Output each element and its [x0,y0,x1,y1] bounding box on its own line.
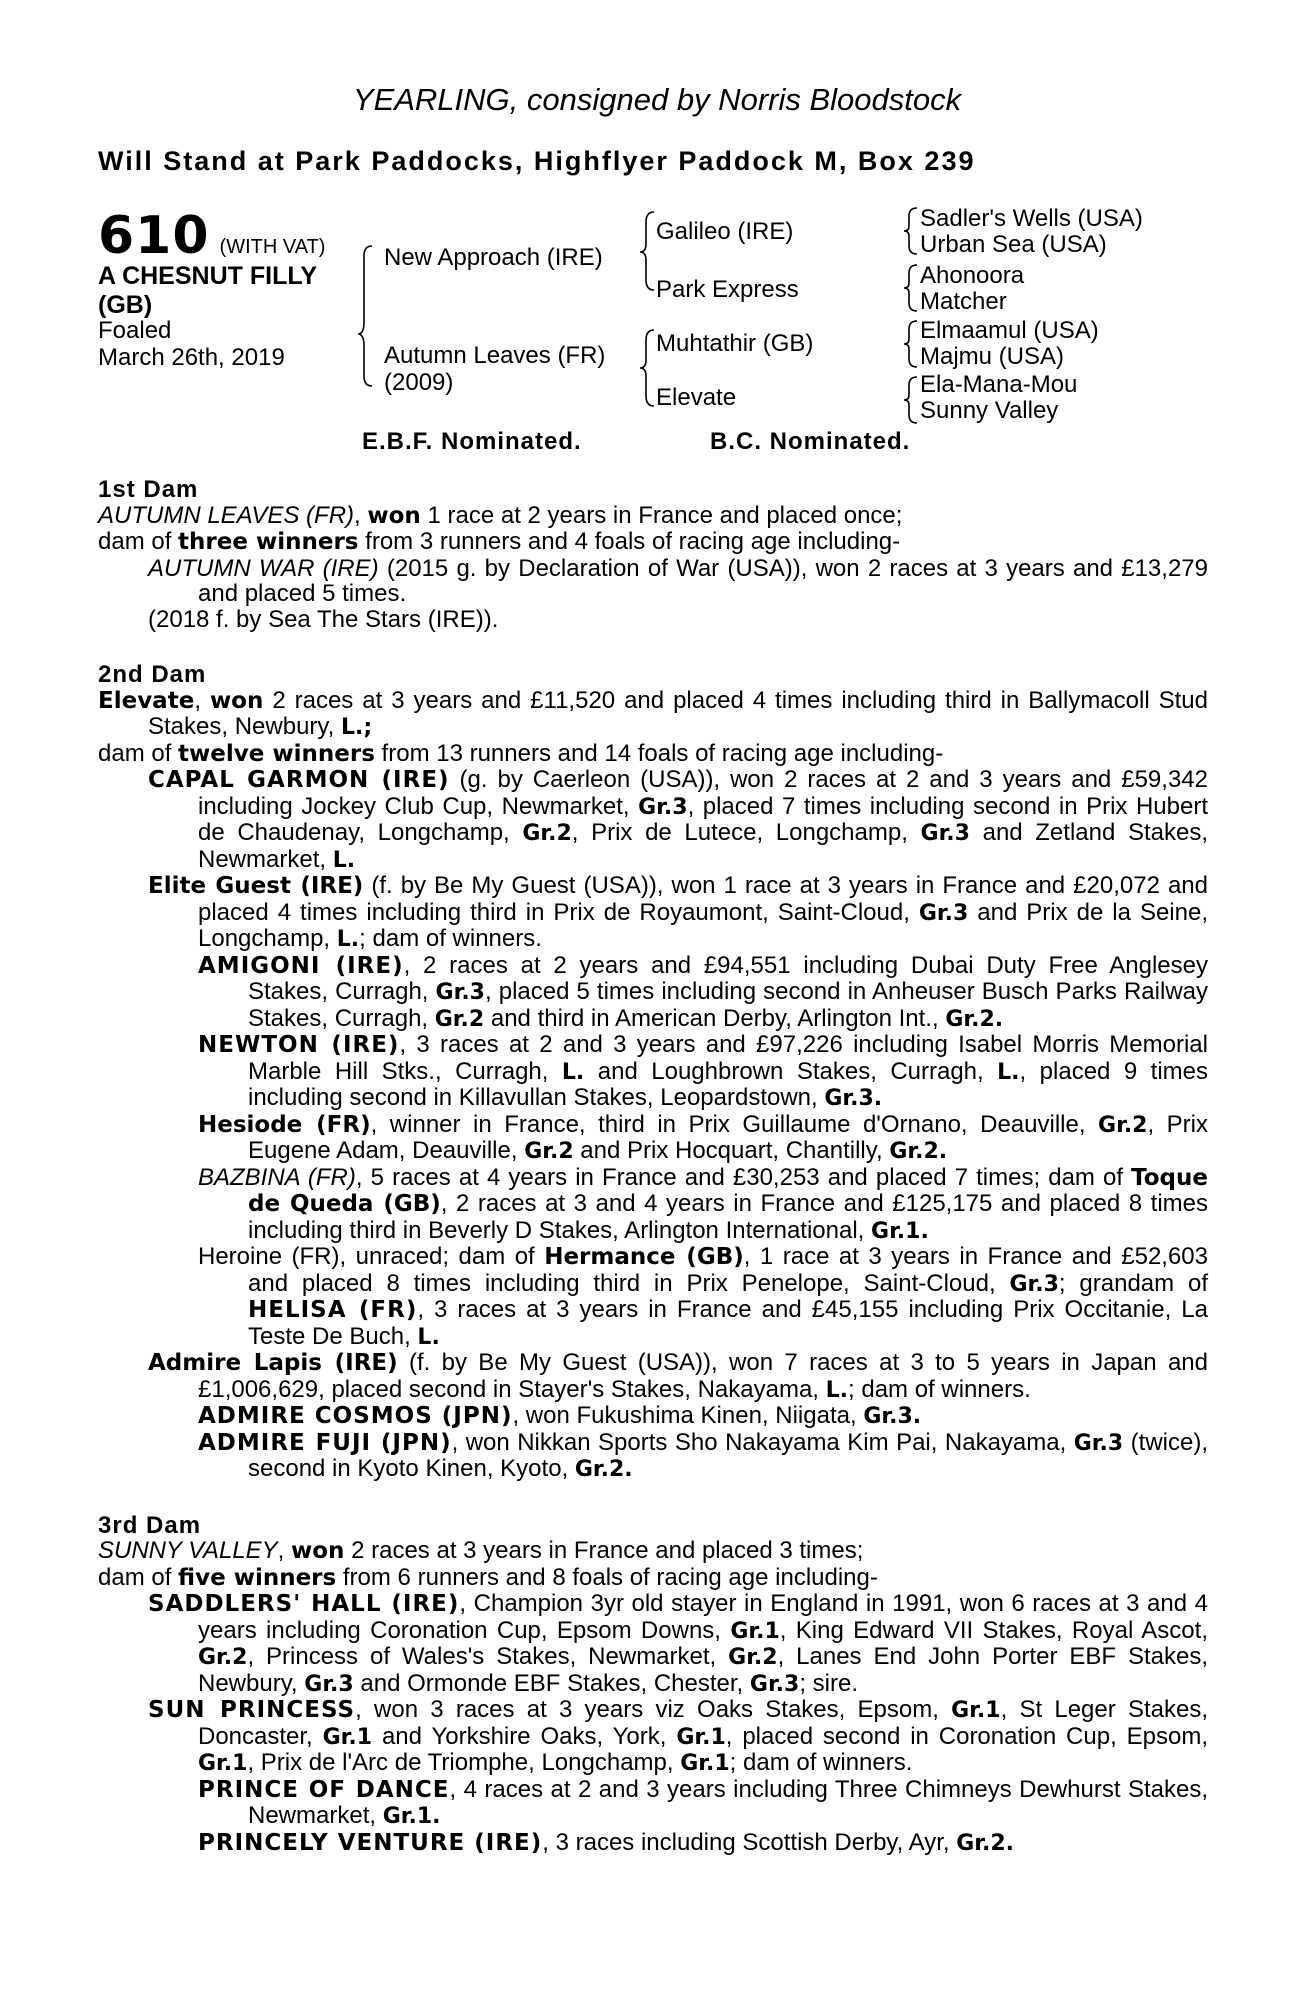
dam-dam: Elevate [656,384,737,411]
produce-sun-princess: SUN PRINCESS, won 3 races at 3 years viz Oaks Stakes, Epsom, Gr.1, St Leger Stakes, Doncaster, Gr.1 and Yorkshire Oaks, York, Gr.1, placed second in Coronation Cup, Epsom, Gr.1, Prix de l'Arc de Triomphe, Longchamp, Gr.1; dam of winners. [148,1696,1209,1776]
sire: New Approach (IRE) [384,244,603,271]
gen3-dsd: Majmu (USA) [920,343,1065,370]
produce-admire-lapis: Admire Lapis (IRE) (f. by Be My Guest (USA)), won 7 races at 3 to 5 years in Japan and £1,006,629, placed second in Stayer's Stakes, Nakayama, L.; dam of winners. [148,1349,1208,1403]
bracket-gen3-1 [904,208,917,254]
third-dam-heading: 3rd Dam [98,1511,202,1539]
third-dam-record: SUNNY VALLEY, won 2 races at 3 years in France and placed 3 times; [98,1537,864,1564]
gen3-sds: Ahonoora [920,262,1025,289]
stand-location: Will Stand at Park Paddocks, Highflyer Paddock M, Box 239 [98,146,976,176]
produce-newton: NEWTON (IRE), 3 races at 2 and 3 years and £97,226 including Isabel Morris Memorial Marble Hill Stks., Curragh, L. and Loughbrown Stakes, Curragh, L., placed 9 times including second in Killavullan Stakes, Leopardstown, Gr.3. [198,1031,1208,1111]
bracket-gen3-2 [904,265,917,311]
second-dam-produce-summary: dam of twelve winners from 13 runners and 14 foals of racing age including- [98,739,944,767]
foaled-label: Foaled [98,317,172,344]
sire-sire: Galileo (IRE) [656,218,794,245]
ebf-nomination: E.B.F. Nominated. [362,428,582,455]
produce-2018-filly: (2018 f. by Sea The Stars (IRE)). [148,605,499,633]
bracket-gen2-dam [640,330,654,406]
gen3-dds: Ela-Mana-Mou [920,371,1078,398]
produce-heroine: Heroine (FR), unraced; dam of Hermance (GB), 1 race at 3 years in France and £52,603 and placed 8 times including third in Prix Penelope, Saint-Cloud, Gr.3; grandam of HELISA (FR), 3 races at 3 years in France and £45,155 including Prix Occitanie, La Teste De Buch, L. [198,1243,1208,1350]
produce-elite-guest: Elite Guest (IRE) (f. by Be My Guest (USA)), won 1 race at 3 years in France and £20,072 and placed 4 times including third in Prix de Royaumont, Saint-Cloud, Gr.3 and Prix de la Seine, Longchamp, L.; dam of winners. [148,872,1209,952]
lot-number: 610 [98,206,210,266]
produce-admire-fuji: ADMIRE FUJI (JPN), won Nikkan Sports Sho Nakayama Kim Pai, Nakayama, Gr.3 (twice), second in Kyoto Kinen, Kyoto, Gr.2. [198,1428,1208,1482]
bracket-gen3-3 [904,321,917,367]
dam [384,342,605,396]
first-dam-heading: 1st Dam [98,476,199,503]
gen3-sss: Sadler's Wells (USA) [920,205,1143,232]
produce-bazbina: BAZBINA (FR), 5 races at 4 years in France and £30,253 and placed 7 times; dam of Toque de Queda (GB), 2 races at 3 and 4 years in France and £125,175 and placed 8 times including third in Beverly D Stakes, Arlington International, Gr.1. [198,1163,1208,1244]
produce-capal-garmon: CAPAL GARMON (IRE) (g. by Caerleon (USA)), won 2 races at 2 and 3 years and £59,342 including Jockey Club Cup, Newmarket, Gr.3, placed 7 times including second in Prix Hubert de Chaudenay, Longchamp, Gr.2, Prix de Lutece, Longchamp, Gr.3 and Zetland Stakes, Newmarket, L. [148,766,1209,873]
first-dam-produce-summary: dam of three winners from 3 runners and 4 foals of racing age including- [98,528,901,555]
second-dam-record: Elevate, won 2 races at 3 years and £11,520 and placed 4 times including third in Ballymacoll Stud Stakes, Newbury, L.; [98,686,1208,740]
first-dam-section [98,477,1208,632]
vat-note: (WITH VAT) [219,236,326,258]
gen3-ddd: Sunny Valley [920,397,1059,424]
third-dam-section [98,1513,1208,1857]
produce-saddlers-hall: SADDLERS' HALL (IRE), Champion 3yr old stayer in England in 1991, won 6 races at 3 and 4 years including Coronation Cup, Epsom Downs, Gr.1, King Edward VII Stakes, Royal Ascot, Gr.2, Princess of Wales's Stakes, Newmarket, Gr.2, Lanes End John Porter EBF Stakes, Newbury, Gr.3 and Ormonde EBF Stakes, Chester, Gr.3; sire. [148,1590,1209,1697]
bracket-gen1 [358,246,372,386]
produce-admire-cosmos: ADMIRE COSMOS (JPN), won Fukushima Kinen, Niigata, Gr.3. [198,1402,922,1429]
produce-hesiode: Hesiode (FR), winner in France, third in Prix Guillaume d'Ornano, Deauville, Gr.2, Prix Eugene Adam, Deauville, Gr.2 and Prix Hocquart, Chantilly, Gr.2. [198,1110,1209,1164]
produce-princely-venture: PRINCELY VENTURE (IRE), 3 races including Scottish Derby, Ayr, Gr.2. [198,1828,1015,1856]
gen3-ssd: Urban Sea (USA) [920,231,1107,258]
gen3-sdd: Matcher [920,288,1007,315]
bc-nomination: B.C. Nominated. [710,428,911,455]
catalogue-body [98,477,1208,1856]
dam-sire: Muhtathir (GB) [656,330,814,357]
produce-autumn-war: AUTUMN WAR (IRE) (2015 g. by Declaration of War (USA)), won 2 races at 3 years and £13,279 and placed 5 times. [148,554,1208,607]
second-dam-heading: 2nd Dam [98,661,207,688]
bracket-gen3-4 [904,377,917,423]
dam-year: (2009) [384,369,454,396]
sire-dam: Park Express [656,276,799,303]
first-dam-name: AUTUMN LEAVES (FR) [98,501,355,529]
first-dam-record: AUTUMN LEAVES (FR), won 1 race at 2 years in France and placed once; [98,501,903,529]
produce-amigoni: AMIGONI (IRE), 2 races at 2 years and £94,551 including Dubai Duty Free Anglesey Stakes, Curragh, Gr.3, placed 5 times including second in Anheuser Busch Parks Railway Stakes, Curragh, Gr.2 and third in American Derby, Arlington Int., Gr.2. [198,951,1209,1032]
produce-prince-of-dance: PRINCE OF DANCE, 4 races at 2 and 3 years including Three Chimneys Dewhurst Stakes, Newmarket, Gr.1. [198,1775,1208,1829]
second-dam-section [98,662,1208,1483]
winners-count: three winners [178,529,359,555]
lot-country: (GB) [98,291,153,319]
dam-name: Autumn Leaves (FR) [384,342,606,369]
won-word: won [367,502,421,529]
gen3-dss: Elmaamul (USA) [920,317,1099,344]
consignment-line: YEARLING, consigned by Norris Bloodstock [352,82,962,117]
foaled-date: March 26th, 2019 [98,344,285,371]
lot-sex: A CHESNUT FILLY [98,262,317,290]
second-dam-name: Elevate [98,687,195,714]
bracket-gen2-sire [640,212,654,290]
third-dam-produce-summary: dam of five winners from 6 runners and 8 foals of racing age including- [98,1563,878,1591]
